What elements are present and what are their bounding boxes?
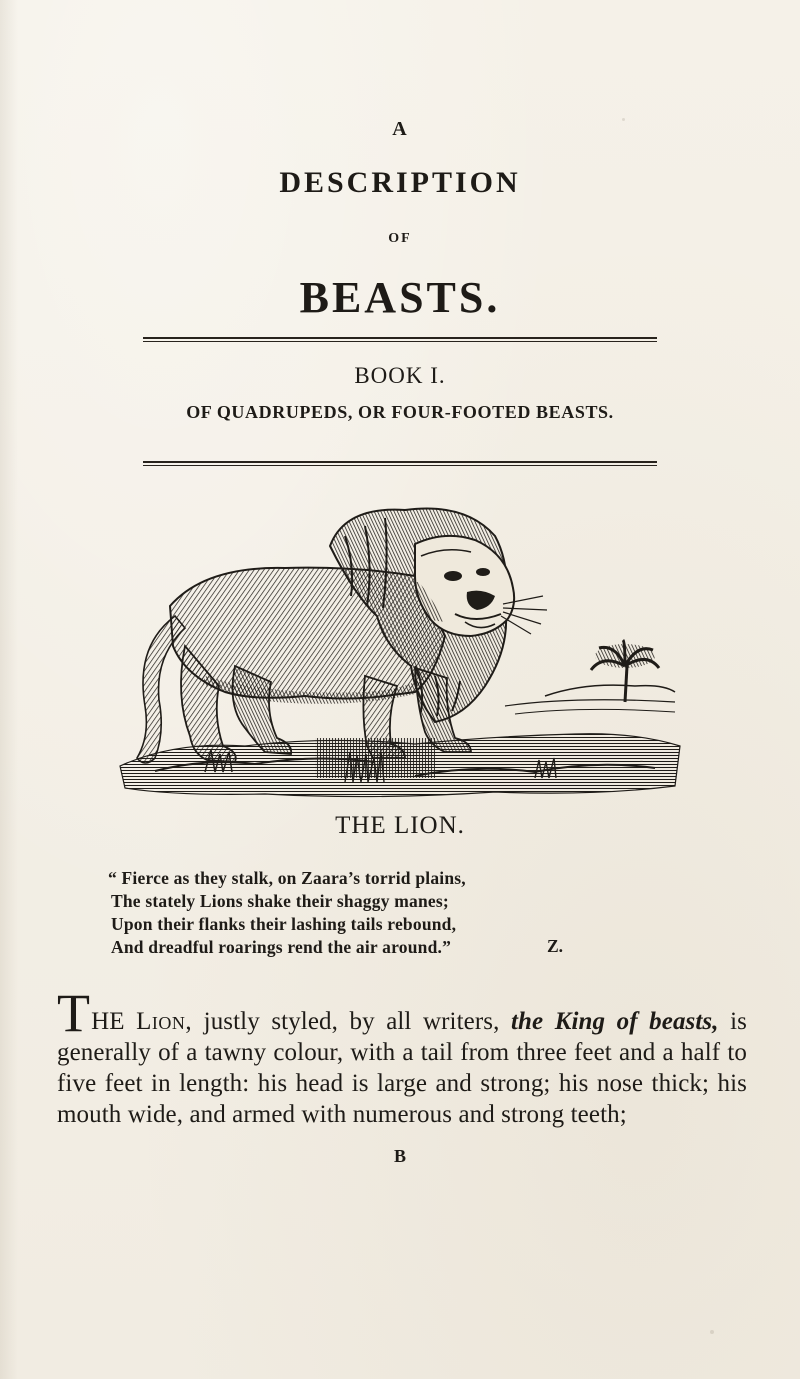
body-paragraph [57, 983, 747, 1130]
lead-smallcaps: Lion, [136, 1008, 193, 1035]
double-rule-bottom [143, 461, 657, 466]
illustration-caption: THE LION. [335, 812, 465, 839]
poem-line: Upon their flanks their lashing tails rebound, [111, 914, 457, 934]
signature-mark: B [393, 1146, 406, 1166]
body-italic: the King of beasts, [510, 1008, 719, 1035]
poem-attribution: Z. [547, 936, 564, 956]
poem-line: The stately Lions shake their shaggy manes; [111, 891, 449, 911]
title-beasts: BEASTS. [299, 273, 501, 322]
double-rule-top [143, 337, 657, 342]
title-article: A [392, 118, 408, 140]
poem-line: “ Fierce as they stalk, on Zaara’s torrid plains, [108, 868, 466, 888]
drop-cap: T [57, 983, 91, 1043]
page-gutter-shadow [0, 0, 18, 1379]
book-subtitle: OF QUADRUPEDS, OR FOUR-FOOTED BEASTS. [186, 402, 614, 422]
paper-fleck [640, 760, 643, 762]
body-text-part: justly styled, by all writers, [192, 1008, 511, 1035]
title-description: DESCRIPTION [279, 166, 521, 199]
lead-word-rest: HE [91, 1008, 125, 1035]
paper-fleck [622, 118, 625, 121]
paper-fleck [710, 1330, 714, 1334]
title-of: OF [388, 231, 412, 246]
book-heading: BOOK I. [354, 363, 446, 388]
lion-engraving-icon [115, 496, 685, 802]
body-text-part: is generally of a tawny colour, with a tail from three feet and a half to five feet in length: his head is large and strong; his nose thick; his mouth wide, and armed with numerous and strong teeth; [57, 1008, 747, 1128]
poem-line: And dreadful roarings rend the air around.” [111, 937, 452, 957]
